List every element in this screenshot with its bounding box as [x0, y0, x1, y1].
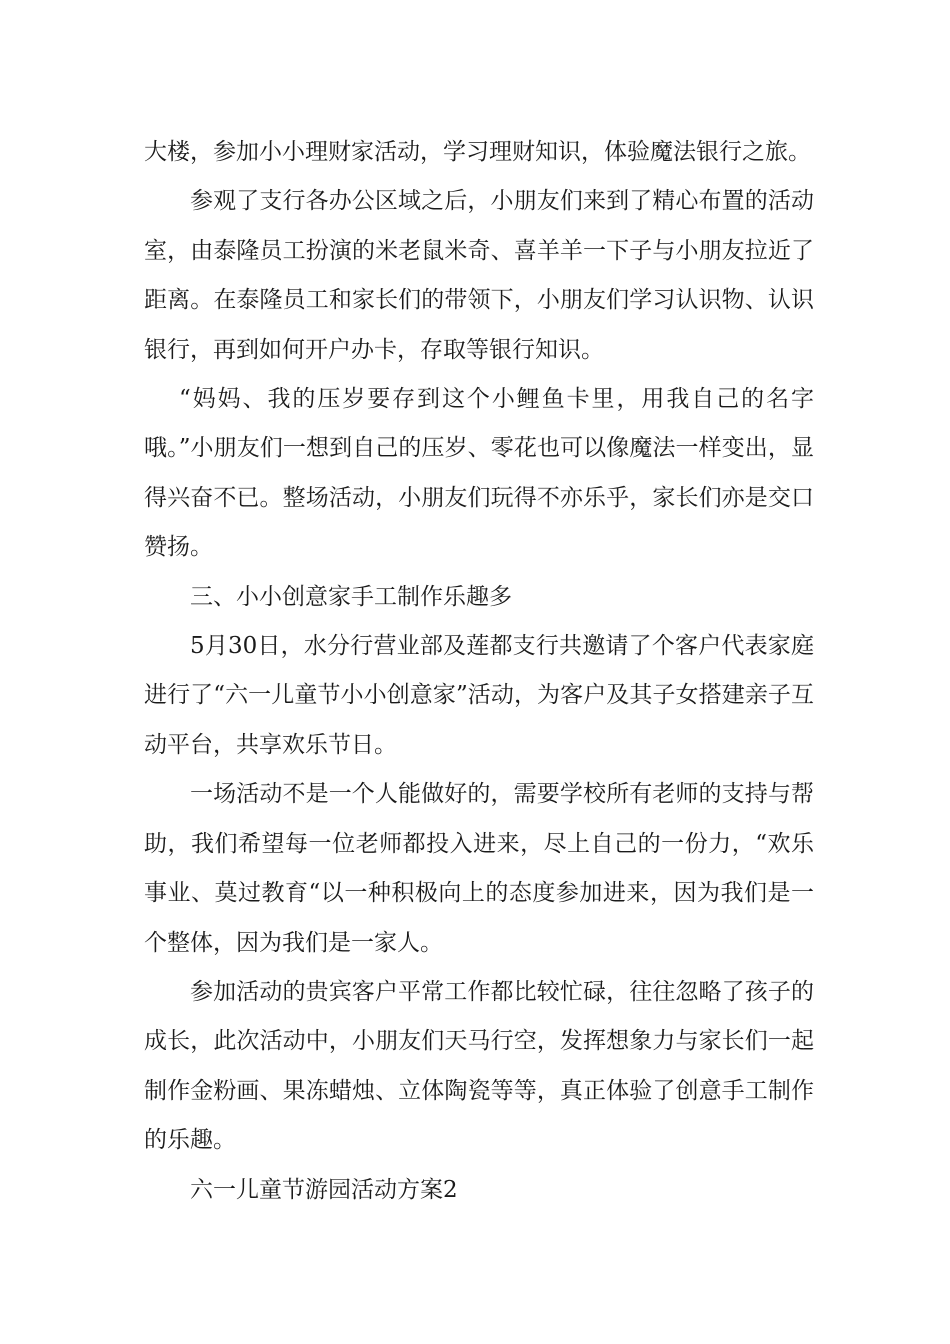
paragraph-may-30: 5月30日，水分行营业部及莲都支行共邀请了个客户代表家庭进行了“六一儿童节小小创意家”活动，为客户及其子女搭建亲子互动平台，共享欢乐节日。 [144, 633, 814, 758]
next-plan-title: 六一儿童节游园活动方案2 [190, 1176, 458, 1203]
paragraph-continuation: 大楼，参加小小理财家活动，学习理财知识，体验魔法银行之旅。 [144, 139, 811, 165]
section-heading-3: 三、小小创意家手工制作乐趣多 [190, 583, 512, 610]
paragraph-quote: “妈妈、我的压岁要存到这个小鲤鱼卡里，用我自己的名字哦。”小朋友们一想到自己的压岁、零花也可以像魔法一样变出，显得兴奋不已。整场活动，小朋友们玩得不亦乐乎，家长们亦是交口赞扬。 [144, 386, 814, 561]
document-body [144, 128, 814, 1215]
paragraph-teachers: 一场活动不是一个人能做好的，需要学校所有老师的支持与帮助，我们希望每一位老师都投入进来，尽上自己的一份力，“欢乐事业、莫过教育“以一种积极向上的态度参加进来，因为我们是一个整体，因为我们是一家人。 [144, 781, 814, 956]
paragraph-bank-visit: 参观了支行各办公区域之后，小朋友们来到了精心布置的活动室，由泰隆员工扮演的米老鼠米奇、喜羊羊一下子与小朋友拉近了距离。在泰隆员工和家长们的带领下，小朋友们学习认识物、认识银行，再到如何开户办卡，存取等银行知识。 [144, 188, 814, 363]
paragraph-vip-clients: 参加活动的贵宾客户平常工作都比较忙碌，往往忽略了孩子的成长，此次活动中，小朋友们天马行空，发挥想象力与家长们一起制作金粉画、果冻蜡烛、立体陶瓷等等，真正体验了创意手工制作的乐趣。 [144, 978, 814, 1154]
